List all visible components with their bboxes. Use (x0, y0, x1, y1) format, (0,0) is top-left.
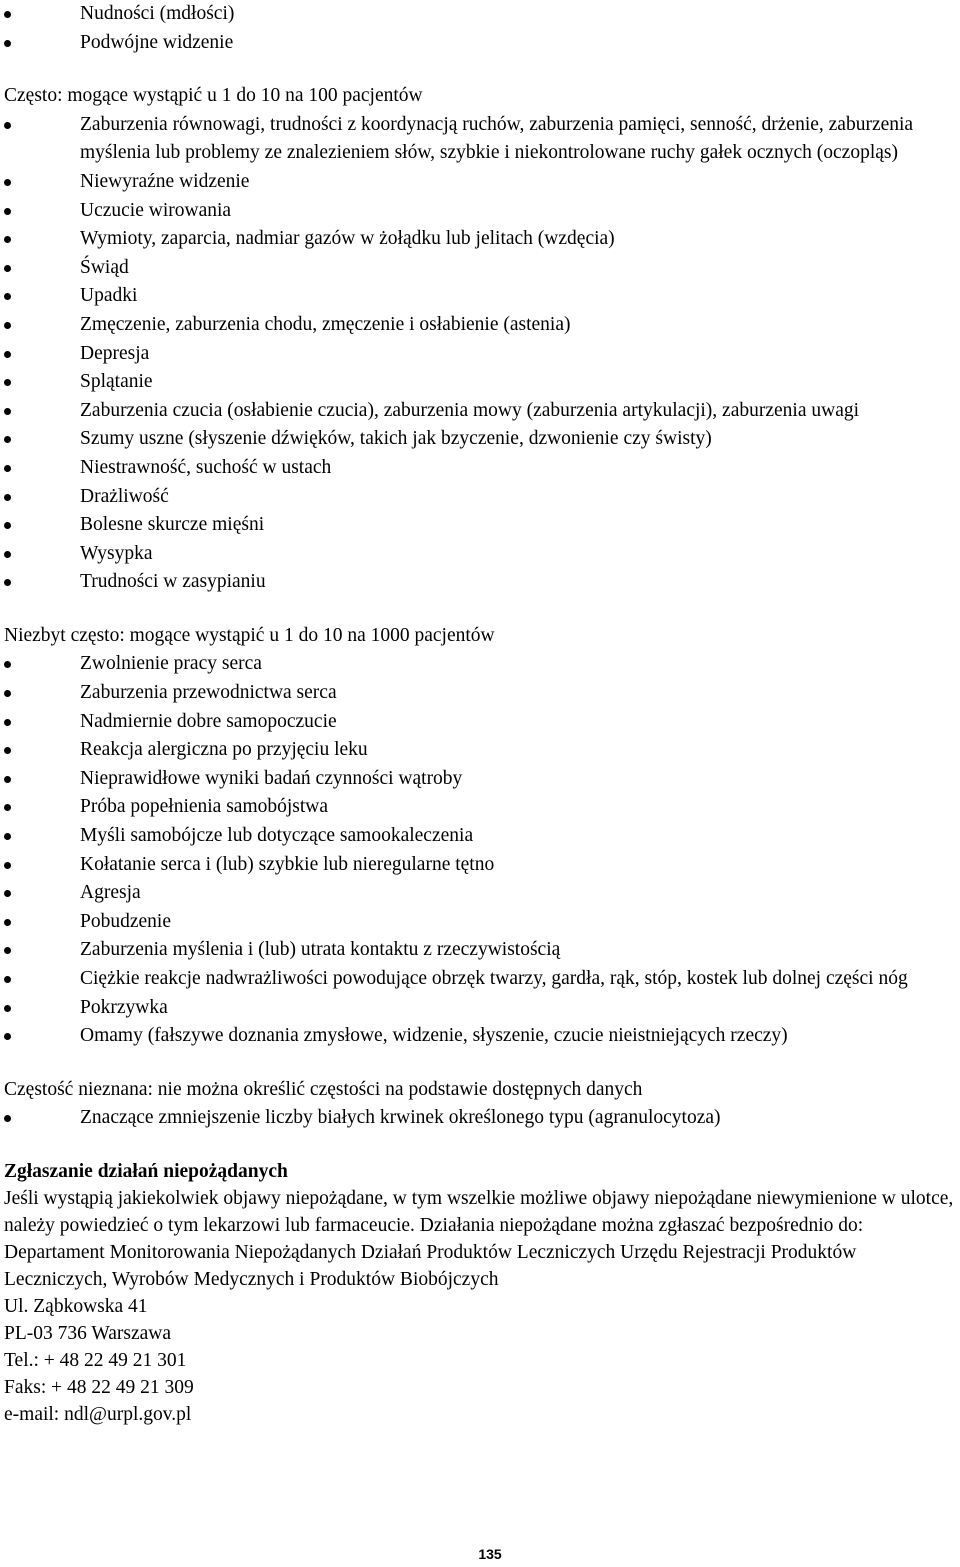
bullet-icon (4, 947, 11, 954)
address-line: Departament Monitorowania Niepożądanych Działań Produktów Leczniczych Urzędu Rejestracji Produktów Leczniczych, Wyrobów Medycznych i Produktów Biobójczych (4, 1241, 857, 1290)
list-item: Bolesne skurcze mięśni (0, 511, 960, 540)
reporting-heading: Zgłaszanie działań niepożądanych (4, 1160, 288, 1182)
section-heading-uncommon: Niezbyt często: mogące wystąpić u 1 do 10 na 1000 pacjentów (4, 624, 495, 646)
list-item: Znaczące zmniejszenie liczby białych krwinek określonego typu (agranulocytoza) (0, 1104, 960, 1133)
list-item: Myśli samobójcze lub dotyczące samookaleczenia (0, 822, 960, 851)
bullet-icon (4, 11, 11, 18)
bullet-icon (4, 122, 11, 129)
bullet-icon (4, 208, 11, 215)
bullet-icon (4, 465, 11, 472)
list-item: Trudności w zasypianiu (0, 568, 960, 597)
section-heading-common: Często: mogące wystąpić u 1 do 10 na 100 pacjentów (4, 85, 423, 107)
section-heading-unknown: Częstość nieznana: nie można określić częstości na podstawie dostępnych danych (4, 1078, 643, 1100)
list-item: Szumy uszne (słyszenie dźwięków, takich jak bzyczenie, dzwonienie czy świsty) (0, 425, 960, 454)
common-effects-list (0, 111, 960, 597)
top-list (0, 0, 960, 57)
list-item: Wymioty, zaparcia, nadmiar gazów w żołądku lub jelitach (wzdęcia) (0, 225, 960, 254)
bullet-icon (4, 408, 11, 415)
bullet-icon (4, 1115, 11, 1122)
list-item: Kołatanie serca i (lub) szybkie lub nieregularne tętno (0, 851, 960, 880)
list-item: Nadmiernie dobre samopoczucie (0, 708, 960, 737)
address-line: PL-03 736 Warszawa (4, 1322, 172, 1344)
email-line: e-mail: ndl@urpl.gov.pl (4, 1403, 192, 1425)
phone-line: Tel.: + 48 22 49 21 301 (4, 1349, 187, 1371)
bullet-icon (4, 522, 11, 529)
list-item: Agresja (0, 879, 960, 908)
list-item: Próba popełnienia samobójstwa (0, 793, 960, 822)
bullet-icon (4, 265, 11, 272)
bullet-icon (4, 236, 11, 243)
list-item: Zaburzenia przewodnictwa serca (0, 679, 960, 708)
list-item: Upadki (0, 282, 960, 311)
bullet-icon (4, 919, 11, 926)
list-item: Niewyraźne widzenie (0, 168, 960, 197)
bullet-icon (4, 293, 11, 300)
list-item: Uczucie wirowania (0, 197, 960, 226)
bullet-icon (4, 179, 11, 186)
bullet-icon (4, 804, 11, 811)
bullet-icon (4, 1005, 11, 1012)
bullet-icon (4, 976, 11, 983)
list-item: Omamy (fałszywe doznania zmysłowe, widzenie, słyszenie, czucie nieistniejących rzeczy) (0, 1022, 960, 1051)
bullet-icon (4, 747, 11, 754)
list-item: Zaburzenia czucia (osłabienie czucia), zaburzenia mowy (zaburzenia artykulacji), zaburzenia uwagi (0, 397, 960, 426)
reporting-address (0, 1239, 960, 1428)
address-line: Ul. Ząbkowska 41 (4, 1295, 148, 1317)
bullet-icon (4, 551, 11, 558)
list-item: Nudności (mdłości) (0, 0, 960, 29)
bullet-icon (4, 661, 11, 668)
bullet-icon (4, 579, 11, 586)
list-item: Nieprawidłowe wyniki badań czynności wątroby (0, 765, 960, 794)
list-item: Zaburzenia równowagi, trudności z koordynacją ruchów, zaburzenia pamięci, senność, drżenie, zaburzenia myślenia lub problemy ze znalezieniem słów, szybkie i niekontrolowane ruchy gałek ocznych (oczopląs) (0, 111, 960, 168)
unknown-frequency-list (0, 1104, 960, 1133)
bullet-icon (4, 351, 11, 358)
list-item: Niestrawność, suchość w ustach (0, 454, 960, 483)
bullet-icon (4, 322, 11, 329)
list-item: Świąd (0, 254, 960, 283)
list-item: Zmęczenie, zaburzenia chodu, zmęczenie i osłabienie (astenia) (0, 311, 960, 340)
list-item: Podwójne widzenie (0, 29, 960, 58)
list-item: Zwolnienie pracy serca (0, 650, 960, 679)
fax-line: Faks: + 48 22 49 21 309 (4, 1376, 194, 1398)
bullet-icon (4, 436, 11, 443)
page-number: 135 (478, 1546, 502, 1562)
bullet-icon (4, 1033, 11, 1040)
bullet-icon (4, 862, 11, 869)
bullet-icon (4, 890, 11, 897)
bullet-icon (4, 833, 11, 840)
list-item: Reakcja alergiczna po przyjęciu leku (0, 736, 960, 765)
list-item: Drażliwość (0, 483, 960, 512)
list-item: Wysypka (0, 540, 960, 569)
list-item: Splątanie (0, 368, 960, 397)
bullet-icon (4, 379, 11, 386)
list-item: Ciężkie reakcje nadwrażliwości powodujące obrzęk twarzy, gardła, rąk, stóp, kostek lub dolnej części nóg (0, 965, 960, 994)
bullet-icon (4, 776, 11, 783)
bullet-icon (4, 40, 11, 47)
list-item: Zaburzenia myślenia i (lub) utrata kontaktu z rzeczywistością (0, 936, 960, 965)
uncommon-effects-list (0, 650, 960, 1050)
bullet-icon (4, 719, 11, 726)
list-item: Pobudzenie (0, 908, 960, 937)
bullet-icon (4, 494, 11, 501)
list-item: Pokrzywka (0, 994, 960, 1023)
bullet-icon (4, 690, 11, 697)
reporting-paragraph: Jeśli wystąpią jakiekolwiek objawy niepożądane, w tym wszelkie możliwe objawy niepożądane niewymienione w ulotce, należy powiedzieć o tym lekarzowi lub farmaceucie. Działania niepożądane można zgłaszać bezpośrednio do: (4, 1187, 954, 1236)
list-item: Depresja (0, 340, 960, 369)
